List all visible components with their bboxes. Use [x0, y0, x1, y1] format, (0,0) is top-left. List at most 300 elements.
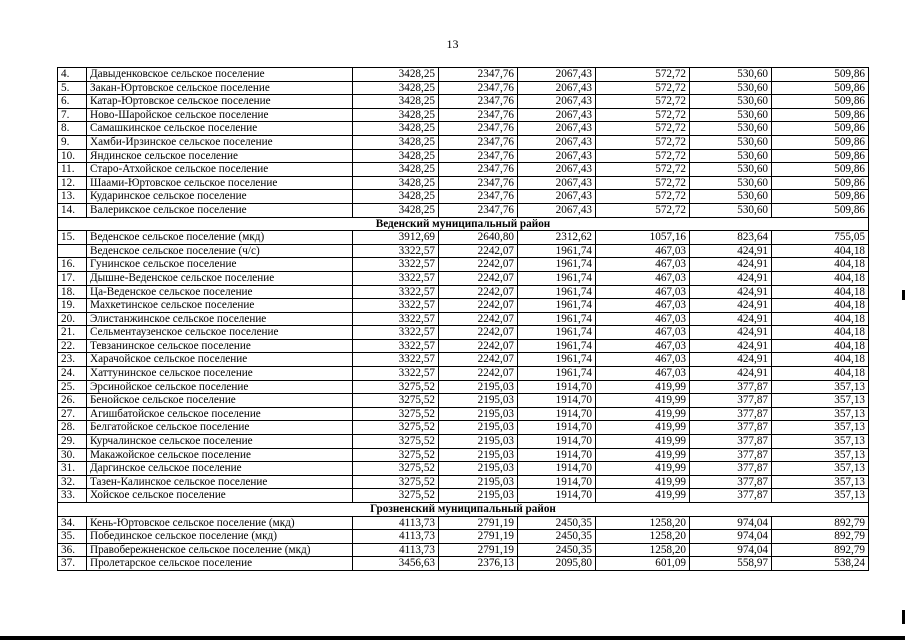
- table-row: [58, 326, 869, 340]
- value-cell: 424,91: [690, 326, 772, 340]
- value-cell: 1961,74: [518, 271, 596, 285]
- value-cell: 2195,03: [439, 407, 518, 421]
- row-number: 13.: [58, 190, 87, 204]
- value-cell: 2242,07: [439, 312, 518, 326]
- value-cell: 2347,76: [439, 135, 518, 149]
- table-row: [58, 81, 869, 95]
- settlement-name: Пролетарское сельское поселение: [87, 557, 353, 571]
- value-cell: 1914,70: [518, 475, 596, 489]
- settlement-name: Гунинское сельское поселение: [87, 258, 353, 272]
- settlement-name: Правобережненское сельское поселение (мкд): [87, 543, 353, 557]
- settlement-name: Кень-Юртовское сельское поселение (мкд): [87, 516, 353, 530]
- settlement-name: Харачойское сельское поселение: [87, 353, 353, 367]
- settlement-name: Кударинское сельское поселение: [87, 190, 353, 204]
- value-cell: 2195,03: [439, 462, 518, 476]
- value-cell: 357,13: [772, 421, 869, 435]
- value-cell: 3428,25: [353, 203, 439, 217]
- value-cell: 2067,43: [518, 68, 596, 82]
- value-cell: 509,86: [772, 135, 869, 149]
- settlement-name: Побединское сельское поселение (мкд): [87, 530, 353, 544]
- value-cell: 1961,74: [518, 299, 596, 313]
- value-cell: 3322,57: [353, 326, 439, 340]
- value-cell: 3322,57: [353, 353, 439, 367]
- row-number: 28.: [58, 421, 87, 435]
- row-number: 4.: [58, 68, 87, 82]
- value-cell: 3456,63: [353, 557, 439, 571]
- row-number: 5.: [58, 81, 87, 95]
- value-cell: 572,72: [596, 163, 690, 177]
- table-row: [58, 176, 869, 190]
- value-cell: 3428,25: [353, 135, 439, 149]
- value-cell: 572,72: [596, 149, 690, 163]
- settlement-name: Эрсинойское сельское поселение: [87, 380, 353, 394]
- value-cell: 1961,74: [518, 339, 596, 353]
- value-cell: 1961,74: [518, 353, 596, 367]
- table-row: [58, 353, 869, 367]
- value-cell: 2067,43: [518, 163, 596, 177]
- row-number: 12.: [58, 176, 87, 190]
- value-cell: 2347,76: [439, 95, 518, 109]
- value-cell: 530,60: [690, 81, 772, 95]
- value-cell: 530,60: [690, 108, 772, 122]
- value-cell: 1258,20: [596, 516, 690, 530]
- value-cell: 3428,25: [353, 81, 439, 95]
- value-cell: 2067,43: [518, 81, 596, 95]
- value-cell: 2195,03: [439, 489, 518, 503]
- value-cell: 404,18: [772, 271, 869, 285]
- value-cell: 2791,19: [439, 516, 518, 530]
- value-cell: 1914,70: [518, 421, 596, 435]
- settlement-name: Веденское сельское поселение (мкд): [87, 231, 353, 245]
- value-cell: 377,87: [690, 462, 772, 476]
- value-cell: 2067,43: [518, 190, 596, 204]
- settlement-name: Катар-Юртовское сельское поселение: [87, 95, 353, 109]
- row-number: 33.: [58, 489, 87, 503]
- row-number: 18.: [58, 285, 87, 299]
- value-cell: 377,87: [690, 475, 772, 489]
- value-cell: 572,72: [596, 95, 690, 109]
- value-cell: 467,03: [596, 353, 690, 367]
- value-cell: 357,13: [772, 394, 869, 408]
- value-cell: 538,24: [772, 557, 869, 571]
- table-row: [58, 271, 869, 285]
- table-row: [58, 543, 869, 557]
- row-number: 36.: [58, 543, 87, 557]
- row-number: 14.: [58, 203, 87, 217]
- value-cell: 3428,25: [353, 163, 439, 177]
- row-number: 6.: [58, 95, 87, 109]
- value-cell: 2095,80: [518, 557, 596, 571]
- settlement-name: Элистанжинское сельское поселение: [87, 312, 353, 326]
- value-cell: 530,60: [690, 68, 772, 82]
- row-number: 25.: [58, 380, 87, 394]
- value-cell: 357,13: [772, 448, 869, 462]
- value-cell: 2242,07: [439, 353, 518, 367]
- row-number: 15.: [58, 231, 87, 245]
- value-cell: 467,03: [596, 326, 690, 340]
- value-cell: 2067,43: [518, 108, 596, 122]
- value-cell: 377,87: [690, 421, 772, 435]
- section-header-row: [58, 217, 869, 231]
- value-cell: 1961,74: [518, 244, 596, 258]
- value-cell: 419,99: [596, 435, 690, 449]
- value-cell: 404,18: [772, 244, 869, 258]
- value-cell: 3322,57: [353, 244, 439, 258]
- settlement-name: Закан-Юртовское сельское поселение: [87, 81, 353, 95]
- table-row: [58, 190, 869, 204]
- value-cell: 377,87: [690, 489, 772, 503]
- value-cell: 1914,70: [518, 380, 596, 394]
- table-row: [58, 149, 869, 163]
- table-row: [58, 380, 869, 394]
- row-number: [58, 244, 87, 258]
- value-cell: 3275,52: [353, 448, 439, 462]
- value-cell: 419,99: [596, 475, 690, 489]
- table-row: [58, 462, 869, 476]
- value-cell: 357,13: [772, 407, 869, 421]
- value-cell: 2242,07: [439, 299, 518, 313]
- settlement-name: Сельментаузенское сельское поселение: [87, 326, 353, 340]
- table-row: [58, 163, 869, 177]
- value-cell: 404,18: [772, 258, 869, 272]
- tariff-table: [57, 67, 869, 571]
- value-cell: 1961,74: [518, 312, 596, 326]
- settlement-name: Валерикское сельское поселение: [87, 203, 353, 217]
- value-cell: 419,99: [596, 407, 690, 421]
- scan-bottom-edge: [0, 636, 905, 640]
- value-cell: 357,13: [772, 489, 869, 503]
- value-cell: 419,99: [596, 462, 690, 476]
- value-cell: 404,18: [772, 367, 869, 381]
- section-title: Веденский муниципальный район: [58, 217, 869, 231]
- row-number: 11.: [58, 163, 87, 177]
- value-cell: 2376,13: [439, 557, 518, 571]
- table-row: [58, 122, 869, 136]
- table-row: [58, 557, 869, 571]
- value-cell: 357,13: [772, 435, 869, 449]
- value-cell: 572,72: [596, 176, 690, 190]
- value-cell: 1961,74: [518, 367, 596, 381]
- settlement-name: Дышне-Веденское сельское поселение: [87, 271, 353, 285]
- row-number: 23.: [58, 353, 87, 367]
- table-row: [58, 435, 869, 449]
- value-cell: 530,60: [690, 163, 772, 177]
- value-cell: 419,99: [596, 380, 690, 394]
- table-row: [58, 203, 869, 217]
- settlement-name: Веденское сельское поселение (ч/с): [87, 244, 353, 258]
- value-cell: 892,79: [772, 543, 869, 557]
- value-cell: 530,60: [690, 203, 772, 217]
- table-row: [58, 516, 869, 530]
- row-number: 27.: [58, 407, 87, 421]
- value-cell: 3275,52: [353, 394, 439, 408]
- value-cell: 2067,43: [518, 149, 596, 163]
- row-number: 20.: [58, 312, 87, 326]
- value-cell: 2067,43: [518, 122, 596, 136]
- value-cell: 3428,25: [353, 190, 439, 204]
- value-cell: 1258,20: [596, 543, 690, 557]
- value-cell: 2347,76: [439, 190, 518, 204]
- value-cell: 2242,07: [439, 339, 518, 353]
- settlement-name: Ново-Шаройское сельское поселение: [87, 108, 353, 122]
- table-row: [58, 258, 869, 272]
- page-number: 13: [446, 37, 459, 51]
- value-cell: 2242,07: [439, 244, 518, 258]
- value-cell: 404,18: [772, 285, 869, 299]
- value-cell: 424,91: [690, 339, 772, 353]
- row-number: 7.: [58, 108, 87, 122]
- value-cell: 2347,76: [439, 68, 518, 82]
- value-cell: 3275,52: [353, 489, 439, 503]
- value-cell: 509,86: [772, 149, 869, 163]
- value-cell: 3275,52: [353, 407, 439, 421]
- value-cell: 3322,57: [353, 367, 439, 381]
- value-cell: 3275,52: [353, 462, 439, 476]
- value-cell: 424,91: [690, 299, 772, 313]
- value-cell: 2450,35: [518, 543, 596, 557]
- row-number: 19.: [58, 299, 87, 313]
- value-cell: 467,03: [596, 244, 690, 258]
- table-row: [58, 312, 869, 326]
- value-cell: 2347,76: [439, 122, 518, 136]
- value-cell: 424,91: [690, 312, 772, 326]
- settlement-name: Макажойское сельское поселение: [87, 448, 353, 462]
- value-cell: 572,72: [596, 81, 690, 95]
- value-cell: 467,03: [596, 258, 690, 272]
- value-cell: 377,87: [690, 394, 772, 408]
- table-row: [58, 95, 869, 109]
- settlement-name: Тазен-Калинское сельское поселение: [87, 475, 353, 489]
- value-cell: 509,86: [772, 108, 869, 122]
- settlement-name: Хамби-Ирзинское сельское поселение: [87, 135, 353, 149]
- value-cell: 2195,03: [439, 380, 518, 394]
- value-cell: 2067,43: [518, 135, 596, 149]
- settlement-name: Яндинское сельское поселение: [87, 149, 353, 163]
- value-cell: 467,03: [596, 299, 690, 313]
- value-cell: 2195,03: [439, 421, 518, 435]
- value-cell: 357,13: [772, 475, 869, 489]
- value-cell: 2347,76: [439, 108, 518, 122]
- table-row: [58, 285, 869, 299]
- settlement-name: Хаттунинское сельское поселение: [87, 367, 353, 381]
- value-cell: 2067,43: [518, 95, 596, 109]
- value-cell: 530,60: [690, 135, 772, 149]
- value-cell: 3428,25: [353, 68, 439, 82]
- settlement-name: Шаами-Юртовское сельское поселение: [87, 176, 353, 190]
- value-cell: 601,09: [596, 557, 690, 571]
- value-cell: 572,72: [596, 203, 690, 217]
- value-cell: 530,60: [690, 122, 772, 136]
- value-cell: 530,60: [690, 149, 772, 163]
- value-cell: 1057,16: [596, 231, 690, 245]
- row-number: 17.: [58, 271, 87, 285]
- value-cell: 2067,43: [518, 203, 596, 217]
- value-cell: 509,86: [772, 190, 869, 204]
- value-cell: 2195,03: [439, 475, 518, 489]
- row-number: 31.: [58, 462, 87, 476]
- value-cell: 4113,73: [353, 530, 439, 544]
- table-row: [58, 421, 869, 435]
- value-cell: 424,91: [690, 244, 772, 258]
- row-number: 37.: [58, 557, 87, 571]
- value-cell: 3428,25: [353, 122, 439, 136]
- value-cell: 2791,19: [439, 530, 518, 544]
- value-cell: 419,99: [596, 394, 690, 408]
- value-cell: 404,18: [772, 353, 869, 367]
- value-cell: 3275,52: [353, 380, 439, 394]
- table-row: [58, 299, 869, 313]
- value-cell: 509,86: [772, 81, 869, 95]
- row-number: 22.: [58, 339, 87, 353]
- table-row: [58, 231, 869, 245]
- value-cell: 377,87: [690, 380, 772, 394]
- value-cell: 2347,76: [439, 81, 518, 95]
- value-cell: 1914,70: [518, 448, 596, 462]
- value-cell: 2195,03: [439, 448, 518, 462]
- value-cell: 509,86: [772, 68, 869, 82]
- value-cell: 467,03: [596, 271, 690, 285]
- table-row: [58, 394, 869, 408]
- value-cell: 3322,57: [353, 339, 439, 353]
- value-cell: 3428,25: [353, 95, 439, 109]
- row-number: 32.: [58, 475, 87, 489]
- row-number: 21.: [58, 326, 87, 340]
- value-cell: 2347,76: [439, 163, 518, 177]
- value-cell: 509,86: [772, 122, 869, 136]
- settlement-name: Самашкинское сельское поселение: [87, 122, 353, 136]
- value-cell: 424,91: [690, 367, 772, 381]
- value-cell: 1961,74: [518, 326, 596, 340]
- settlement-name: Белгатойское сельское поселение: [87, 421, 353, 435]
- value-cell: 3322,57: [353, 271, 439, 285]
- value-cell: 377,87: [690, 448, 772, 462]
- value-cell: 2195,03: [439, 394, 518, 408]
- value-cell: 2242,07: [439, 258, 518, 272]
- value-cell: 1961,74: [518, 258, 596, 272]
- value-cell: 4113,73: [353, 543, 439, 557]
- value-cell: 974,04: [690, 516, 772, 530]
- value-cell: 467,03: [596, 339, 690, 353]
- value-cell: 467,03: [596, 367, 690, 381]
- value-cell: 3322,57: [353, 258, 439, 272]
- table-row: [58, 108, 869, 122]
- section-header-row: [58, 503, 869, 517]
- value-cell: 3322,57: [353, 312, 439, 326]
- row-number: 34.: [58, 516, 87, 530]
- value-cell: 2195,03: [439, 435, 518, 449]
- value-cell: 572,72: [596, 190, 690, 204]
- value-cell: 3322,57: [353, 299, 439, 313]
- value-cell: 3428,25: [353, 176, 439, 190]
- value-cell: 892,79: [772, 516, 869, 530]
- value-cell: 404,18: [772, 326, 869, 340]
- value-cell: 974,04: [690, 530, 772, 544]
- table-row: [58, 448, 869, 462]
- value-cell: 823,64: [690, 231, 772, 245]
- value-cell: 1914,70: [518, 489, 596, 503]
- settlement-name: Бенойское сельское поселение: [87, 394, 353, 408]
- value-cell: 2347,76: [439, 149, 518, 163]
- value-cell: 1914,70: [518, 435, 596, 449]
- value-cell: 1914,70: [518, 407, 596, 421]
- value-cell: 509,86: [772, 163, 869, 177]
- value-cell: 2242,07: [439, 271, 518, 285]
- table-row: [58, 489, 869, 503]
- value-cell: 2242,07: [439, 326, 518, 340]
- value-cell: 3428,25: [353, 149, 439, 163]
- value-cell: 530,60: [690, 95, 772, 109]
- value-cell: 2242,07: [439, 285, 518, 299]
- row-number: 16.: [58, 258, 87, 272]
- row-number: 26.: [58, 394, 87, 408]
- value-cell: 509,86: [772, 203, 869, 217]
- value-cell: 1914,70: [518, 394, 596, 408]
- value-cell: 3322,57: [353, 285, 439, 299]
- value-cell: 892,79: [772, 530, 869, 544]
- value-cell: 1914,70: [518, 462, 596, 476]
- value-cell: 404,18: [772, 312, 869, 326]
- value-cell: 1258,20: [596, 530, 690, 544]
- value-cell: 467,03: [596, 312, 690, 326]
- table-row: [58, 367, 869, 381]
- value-cell: 2450,35: [518, 516, 596, 530]
- value-cell: 424,91: [690, 271, 772, 285]
- value-cell: 3275,52: [353, 421, 439, 435]
- settlement-name: Агишбатойское сельское поселение: [87, 407, 353, 421]
- settlement-name: Давыденковское сельское поселение: [87, 68, 353, 82]
- table-row: [58, 475, 869, 489]
- value-cell: 2450,35: [518, 530, 596, 544]
- table-row: [58, 530, 869, 544]
- settlement-name: Даргинское сельское поселение: [87, 462, 353, 476]
- value-cell: 424,91: [690, 285, 772, 299]
- value-cell: 4113,73: [353, 516, 439, 530]
- value-cell: 3912,69: [353, 231, 439, 245]
- table-row: [58, 135, 869, 149]
- settlement-name: Ца-Веденское сельское поселение: [87, 285, 353, 299]
- row-number: 30.: [58, 448, 87, 462]
- value-cell: 572,72: [596, 122, 690, 136]
- row-number: 35.: [58, 530, 87, 544]
- value-cell: 2312,62: [518, 231, 596, 245]
- table-row: [58, 407, 869, 421]
- row-number: 24.: [58, 367, 87, 381]
- value-cell: 424,91: [690, 353, 772, 367]
- value-cell: 404,18: [772, 299, 869, 313]
- value-cell: 3428,25: [353, 108, 439, 122]
- value-cell: 2640,80: [439, 231, 518, 245]
- value-cell: 377,87: [690, 435, 772, 449]
- value-cell: 419,99: [596, 448, 690, 462]
- value-cell: 572,72: [596, 68, 690, 82]
- value-cell: 530,60: [690, 176, 772, 190]
- row-number: 9.: [58, 135, 87, 149]
- settlement-name: Махкетинское сельское поселение: [87, 299, 353, 313]
- value-cell: 572,72: [596, 108, 690, 122]
- table-row: [58, 244, 869, 258]
- value-cell: 2067,43: [518, 176, 596, 190]
- value-cell: 419,99: [596, 489, 690, 503]
- value-cell: 509,86: [772, 95, 869, 109]
- value-cell: 1961,74: [518, 285, 596, 299]
- row-number: 29.: [58, 435, 87, 449]
- value-cell: 2347,76: [439, 176, 518, 190]
- value-cell: 3275,52: [353, 435, 439, 449]
- settlement-name: Тевзанинское сельское поселение: [87, 339, 353, 353]
- row-number: 8.: [58, 122, 87, 136]
- value-cell: 3275,52: [353, 475, 439, 489]
- section-title: Грозненский муниципальный район: [58, 503, 869, 517]
